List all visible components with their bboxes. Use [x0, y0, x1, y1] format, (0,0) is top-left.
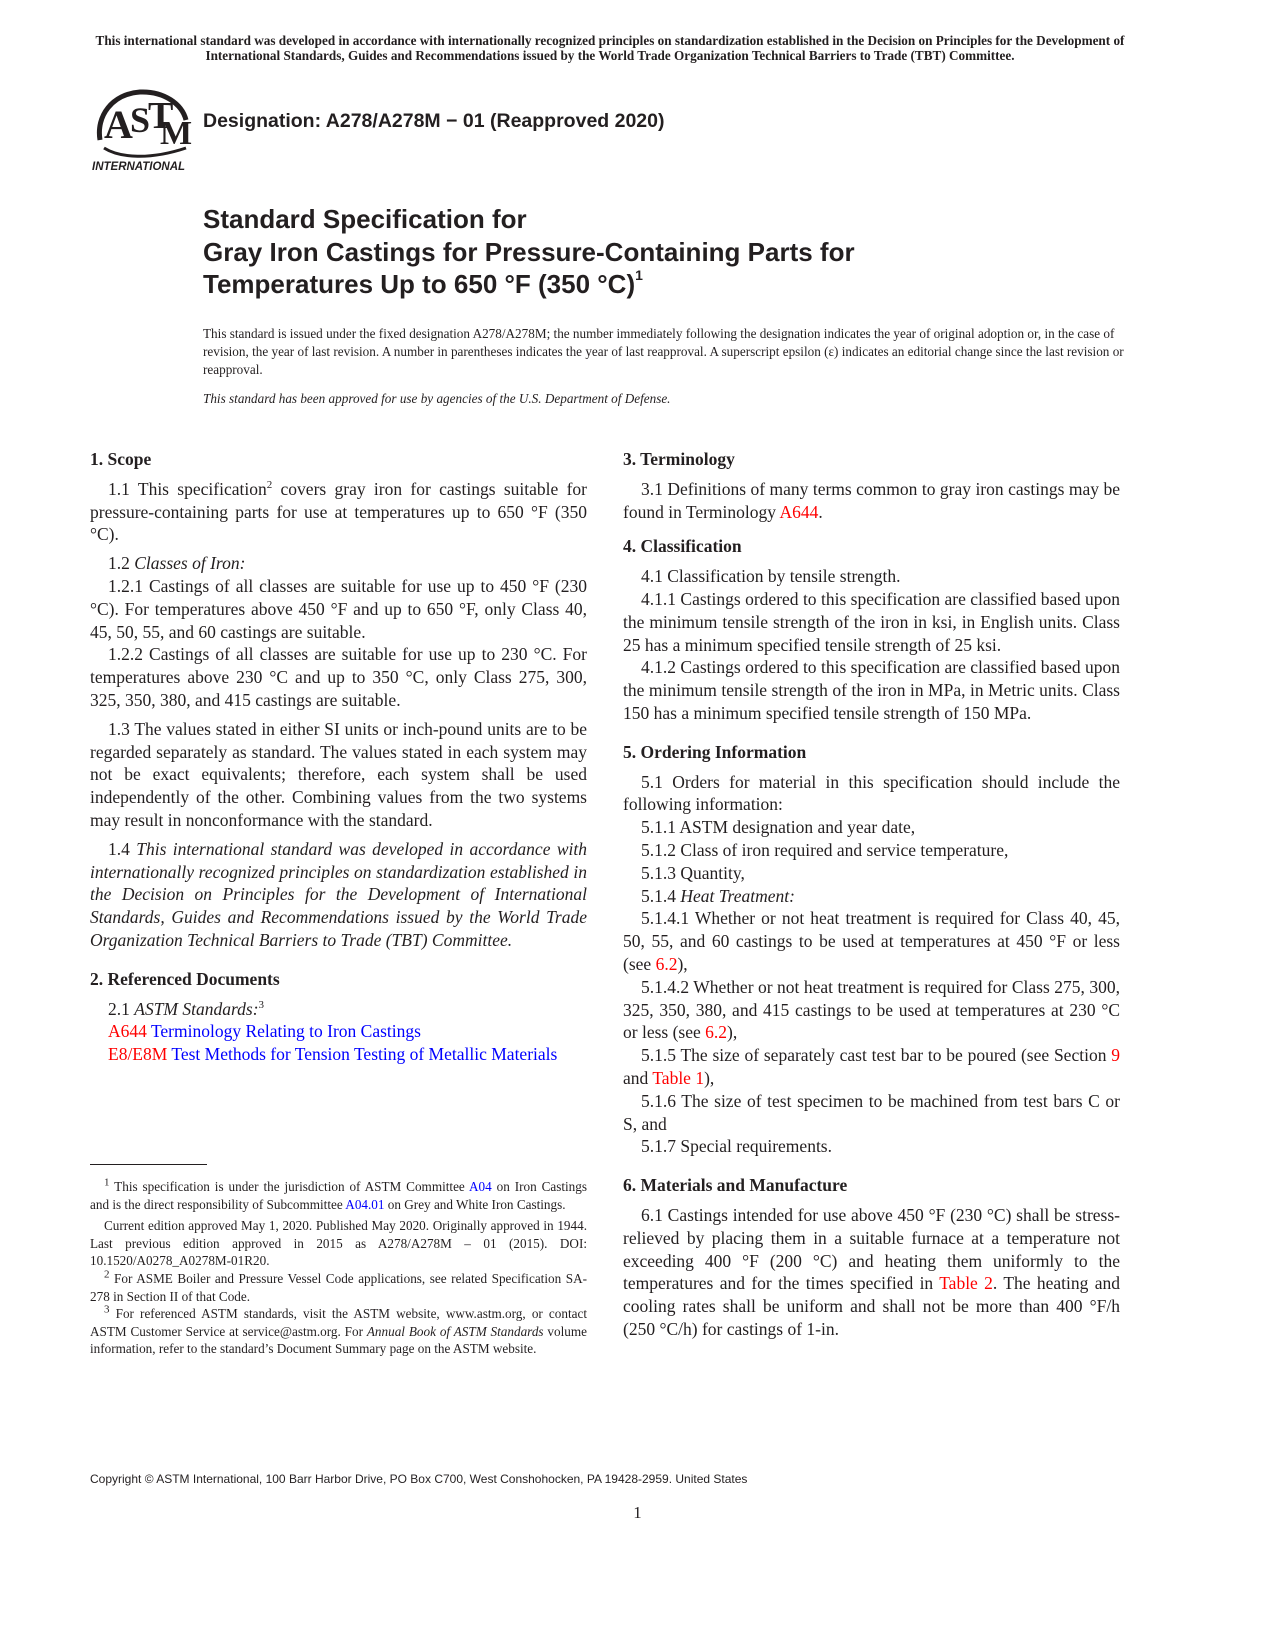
para-5-1-6: 5.1.6 The size of test specimen to be machined from test bars C or S, and	[623, 1090, 1120, 1134]
section-ordering-heading: 5. Ordering Information	[623, 741, 807, 762]
para-4-1-2: 4.1.2 Castings ordered to this specification are classified based upon the minimum tensile strength of the iron in MPa, in Metric units. Class 150 has a minimum specified tensile strength of 150 MPa.	[623, 657, 1120, 723]
section-classification-heading: 4. Classification	[623, 536, 742, 557]
section-refdocs-heading: 2. Referenced Documents	[90, 968, 280, 989]
para-1-3: 1.3 The values stated in either SI units or inch-pound units are to be regarded separately as standard. The values stated in each system may not be exact equivalents; therefore, each system shall be used independently of the other. Combining values from the two systems may result in nonconformance with the standard.	[90, 718, 587, 830]
designation: Designation: A278/A278M − 01 (Reapproved 2020)	[203, 110, 665, 132]
para-1-2: 1.2 Classes of Iron:	[108, 553, 246, 574]
link-6-2[interactable]: 6.2	[705, 1022, 728, 1043]
ref-a644[interactable]: A644 Terminology Relating to Iron Castings	[108, 1021, 421, 1042]
footnote-edition: Current edition approved May 1, 2020. Published May 2020. Originally approved in 1944. Last previous edition approved in 2015 as A278/A278M – 01 (2015). DOI: 10.1520/A0278_A0278M-01R20.	[90, 1218, 587, 1269]
copyright: Copyright © ASTM International, 100 Barr Harbor Drive, PO Box C700, West Conshohocken, PA 19428-2959. United States	[90, 1472, 748, 1486]
section-scope-heading: 1. Scope	[90, 449, 152, 469]
para-5-1-1: 5.1.1 ASTM designation and year date,	[641, 817, 916, 838]
right-column	[623, 448, 1120, 1341]
svg-text:T: T	[148, 95, 174, 137]
link-table-2[interactable]: Table 2	[939, 1273, 993, 1294]
link-a0401[interactable]: A04.01	[345, 1196, 385, 1212]
link-a644[interactable]: A644	[779, 501, 819, 522]
para-4-1-1: 4.1.1 Castings ordered to this specification are classified based upon the minimum tensile strength of the iron in ksi, in English units. Class 25 has a minimum specified tensile strength of 25 ksi.	[623, 588, 1120, 655]
para-5-1-4: 5.1.4 Heat Treatment:	[641, 885, 795, 906]
footnote-rule	[90, 1164, 207, 1165]
para-5-1-7: 5.1.7 Special requirements.	[641, 1136, 832, 1157]
para-1-4: 1.4 This international standard was developed in accordance with internationally recognized principles on standardization established in the Decision on Principles for the Development of International Standards, Guides and Recommendations issued by the World Trade Organization Technical Barriers to Trade (TBT) Committee.	[90, 838, 588, 950]
issued-note: This standard is issued under the fixed designation A278/A278M; the number immediately following the designation indicates the year of original adoption or, in the case of revision, the year of last revision. A number in parentheses indicates the year of last reapproval. A superscript epsilon (ε) indicates an editorial change since the last revision or reapproval.	[203, 326, 1124, 377]
para-5-1-5: 5.1.5 The size of separately cast test bar to be poured (see Section 9 and Table 1),	[623, 1045, 1120, 1088]
para-5-1: 5.1 Orders for material in this specification should include the following information:	[623, 771, 1120, 815]
link-a04[interactable]: A04	[468, 1179, 492, 1194]
title-line-2: Gray Iron Castings for Pressure-Containing Parts for	[203, 236, 855, 267]
footnotes	[90, 1178, 587, 1358]
link-section-9[interactable]: 9	[1111, 1045, 1120, 1066]
approved-note: This standard has been approved for use by agencies of the U.S. Department of Defense.	[203, 391, 671, 406]
section-materials-heading: 6. Materials and Manufacture	[623, 1175, 848, 1196]
svg-text:S: S	[130, 100, 151, 140]
title-line-3: Temperatures Up to 650 °F (350 °C)$^1$	[203, 267, 643, 299]
svg-text:M: M	[160, 115, 193, 152]
logo-wordmark: INTERNATIONAL	[92, 161, 186, 173]
para-5-1-4-2: 5.1.4.2 Whether or not heat treatment is required for Class 275, 300, 325, 350, 380, and 415 castings to be used at temperatures at 230 °C or less (see 6.2),	[623, 976, 1120, 1043]
para-3-1: 3.1 Definitions of many terms common to gray iron castings may be found in Terminology A644.	[623, 478, 1120, 522]
page-number: 1	[633, 1503, 642, 1522]
para-1-1: 1.1 This specification$^2$ covers gray iron for castings suitable for pressure-containing parts for use at temperatures up to 650 °F (350 °C).	[90, 478, 587, 545]
footnote-1: $^1$ This specification is under the jurisdiction of ASTM Committee A04 on Iron Castings and is the direct responsibility of Subcommittee A04.01 on Grey and White Iron Castings.	[90, 1176, 588, 1212]
ref-e8[interactable]: E8/E8M Test Methods for Tension Testing of Metallic Materials	[108, 1044, 558, 1065]
para-4-1: 4.1 Classification by tensile strength.	[641, 566, 901, 587]
footnote-3: $^3$ For referenced ASTM standards, visit the ASTM website, www.astm.org, or contact ASTM Customer Service at service@astm.org. For Annual Book of ASTM Standards volume information, refer to the standard’s Document Summary page on the ASTM website.	[90, 1303, 587, 1357]
para-1-2-1: 1.2.1 Castings of all classes are suitable for use up to 450 °F (230 °C). For temperatures above 450 °F and up to 650 °F, only Class 40, 45, 50, 55, and 60 castings are suitable.	[90, 575, 587, 642]
left-column	[90, 448, 587, 1066]
footnote-2: $^2$ For ASME Boiler and Pressure Vessel Code applications, see related Specification SA-278 in Section II of that Code.	[90, 1268, 587, 1304]
header-notice: This international standard was developed in accordance with internationally recognized principles on standardization established in the Decision on Principles for the Development of International Standards, Guides and Recommendations issued by the World Trade Organization Technical Barriers to Trade (TBT) Committee.	[95, 33, 1125, 63]
para-6-1: 6.1 Castings intended for use above 450 °F (230 °C) shall be stress-relieved by placing them in a suitable furnace at a temperature not exceeding 400 °F (200 °C) and heating them uniformly to the temperatures and for the times specified in Table 2. The heating and cooling rates shall be uniform and shall not be more than 400 °F/h (250 °C/h) for castings of 1-in.	[623, 1204, 1120, 1339]
para-5-1-2: 5.1.2 Class of iron required and service temperature,	[641, 839, 1009, 860]
para-5-1-4-1: 5.1.4.1 Whether or not heat treatment is required for Class 40, 45, 50, 55, and 60 castings to be used at temperatures at 450 °F or less (see 6.2),	[623, 908, 1120, 974]
astm-logo	[90, 86, 198, 174]
para-1-2-2: 1.2.2 Castings of all classes are suitable for use up to 230 °C. For temperatures above 230 °C and up to 350 °C, only Class 275, 300, 325, 350, 380, and 415 castings are suitable.	[90, 644, 587, 710]
link-6-2[interactable]: 6.2	[655, 953, 678, 974]
link-table-1[interactable]: Table 1	[652, 1067, 705, 1088]
para-2-1: 2.1 ASTM Standards:$^3$	[108, 998, 265, 1019]
section-terminology-heading: 3. Terminology	[623, 449, 735, 469]
title-footnote-ref[interactable]: 1	[635, 267, 643, 284]
svg-text:A: A	[104, 102, 133, 147]
document-title	[203, 203, 855, 301]
para-5-1-3: 5.1.3 Quantity,	[641, 862, 745, 883]
title-line-1: Standard Specification for	[203, 204, 527, 234]
